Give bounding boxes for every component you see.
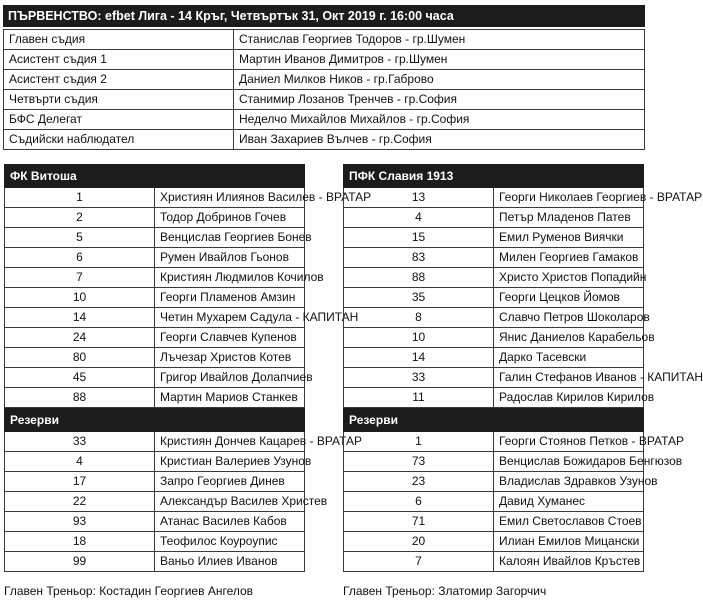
player-name: Дарко Тасевски: [494, 348, 644, 368]
player-row: [344, 248, 644, 268]
official-row: [4, 30, 645, 50]
player-name: Галин Стефанов Иванов - КАПИТАН: [494, 368, 644, 388]
player-row: [5, 348, 305, 368]
player-row: [5, 228, 305, 248]
player-row: [5, 472, 305, 492]
player-number: 14: [5, 308, 155, 328]
official-role: БФС Делегат: [4, 110, 234, 130]
away-coach: Главен Треньор: Златомир Загорчич: [343, 584, 547, 598]
home-lineup-table: [4, 164, 372, 408]
official-row: [4, 130, 645, 150]
official-row: [4, 70, 645, 90]
player-number: 4: [344, 208, 494, 228]
player-number: 18: [5, 532, 155, 552]
player-name: Славчо Петров Шоколаров: [494, 308, 644, 328]
player-number: 7: [5, 268, 155, 288]
player-number: 2: [5, 208, 155, 228]
player-number: 22: [5, 492, 155, 512]
player-number: 71: [344, 512, 494, 532]
player-row: [344, 388, 644, 408]
player-name: Александър Василев Христев: [155, 492, 305, 512]
player-name: Мартин Мариов Станкев: [155, 388, 305, 408]
official-name: Иван Захариев Вълчев - гр.София: [234, 130, 645, 150]
player-name: Янис Даниелов Карабельов: [494, 328, 644, 348]
player-number: 8: [344, 308, 494, 328]
player-name: Венцислав Божидаров Бенгюзов: [494, 452, 644, 472]
player-name: Давид Хуманес: [494, 492, 644, 512]
player-row: [5, 452, 305, 472]
player-row: [344, 208, 644, 228]
player-name: Георги Стоянов Петков - ВРАТАР: [494, 432, 644, 452]
player-number: 33: [5, 432, 155, 452]
player-row: [344, 552, 644, 572]
away-lineup-table: [343, 164, 703, 408]
player-number: 13: [344, 188, 494, 208]
player-name: Тодор Добринов Гочев: [155, 208, 305, 228]
player-number: 33: [344, 368, 494, 388]
player-row: [344, 452, 644, 472]
player-number: 5: [5, 228, 155, 248]
player-name: Радослав Кирилов Кирилов: [494, 388, 644, 408]
player-row: [5, 288, 305, 308]
player-number: 14: [344, 348, 494, 368]
player-name: Румен Ивайлов Гьонов: [155, 248, 305, 268]
player-name: Атанас Василев Кабов: [155, 512, 305, 532]
player-number: 1: [5, 188, 155, 208]
player-number: 4: [5, 452, 155, 472]
player-row: [5, 268, 305, 288]
player-number: 99: [5, 552, 155, 572]
player-name: Христо Христов Попадийн: [494, 268, 644, 288]
official-name: Даниел Милков Ников - гр.Габрово: [234, 70, 645, 90]
match-header: ПЪРВЕНСТВО: efbet Лига - 14 Кръг, Четвъртък 31, Окт 2019 г. 16:00 часа: [3, 5, 645, 27]
player-name: Християн Илиянов Василев - ВРАТАР: [155, 188, 305, 208]
player-row: [5, 308, 305, 328]
player-name: Георги Цецков Йомов: [494, 288, 644, 308]
player-name: Григор Ивайлов Долапчиев: [155, 368, 305, 388]
player-row: [5, 512, 305, 532]
player-name: Венцислав Георгиев Бонев: [155, 228, 305, 248]
player-row: [5, 368, 305, 388]
player-name: Кристиан Валериев Узунов: [155, 452, 305, 472]
player-name: Кристиян Дончев Кацарев - ВРАТАР: [155, 432, 305, 452]
player-name: Георги Пламенов Амзин: [155, 288, 305, 308]
player-number: 80: [5, 348, 155, 368]
player-row: [5, 532, 305, 552]
player-row: [5, 492, 305, 512]
player-name: Кристиян Людмилов Кочилов: [155, 268, 305, 288]
player-row: [344, 308, 644, 328]
player-name: Милен Георгиев Гамаков: [494, 248, 644, 268]
player-row: [344, 512, 644, 532]
official-name: Мартин Иванов Димитров - гр.Шумен: [234, 50, 645, 70]
player-number: 11: [344, 388, 494, 408]
player-row: [344, 368, 644, 388]
player-number: 88: [344, 268, 494, 288]
player-row: [5, 388, 305, 408]
player-number: 88: [5, 388, 155, 408]
player-row: [344, 472, 644, 492]
home-subs-table: [4, 408, 363, 572]
player-row: [5, 432, 305, 452]
official-role: Главен съдия: [4, 30, 234, 50]
player-number: 20: [344, 532, 494, 552]
player-number: 23: [344, 472, 494, 492]
official-row: [4, 110, 645, 130]
player-row: [5, 248, 305, 268]
official-row: [4, 50, 645, 70]
player-number: 73: [344, 452, 494, 472]
official-role: Асистент съдия 1: [4, 50, 234, 70]
player-name: Георги Николаев Георгиев - ВРАТАР: [494, 188, 644, 208]
player-row: [344, 348, 644, 368]
official-role: Четвърти съдия: [4, 90, 234, 110]
player-number: 7: [344, 552, 494, 572]
player-row: [344, 268, 644, 288]
official-row: [4, 90, 645, 110]
official-name: Неделчо Михайлов Михайлов - гр.София: [234, 110, 645, 130]
official-role: Асистент съдия 2: [4, 70, 234, 90]
official-role: Съдийски наблюдател: [4, 130, 234, 150]
player-number: 1: [344, 432, 494, 452]
player-number: 24: [5, 328, 155, 348]
player-number: 6: [344, 492, 494, 512]
player-name: Теофилос Коуроупис: [155, 532, 305, 552]
player-row: [344, 432, 644, 452]
official-name: Станимир Лозанов Тренчев - гр.София: [234, 90, 645, 110]
player-row: [5, 328, 305, 348]
officials-table: [3, 29, 645, 150]
away-subs-heading: Резерви: [344, 409, 644, 432]
player-row: [344, 288, 644, 308]
player-name: Владислав Здравков Узунов: [494, 472, 644, 492]
player-name: Емил Руменов Виячки: [494, 228, 644, 248]
player-number: 6: [5, 248, 155, 268]
player-row: [344, 532, 644, 552]
player-name: Петър Младенов Патев: [494, 208, 644, 228]
player-number: 10: [5, 288, 155, 308]
player-row: [5, 208, 305, 228]
home-coach: Главен Треньор: Костадин Георгиев Ангелов: [4, 584, 254, 598]
player-row: [344, 328, 644, 348]
player-row: [344, 228, 644, 248]
player-row: [5, 552, 305, 572]
player-name: Илиан Емилов Мицански: [494, 532, 644, 552]
player-number: 93: [5, 512, 155, 532]
home-subs-heading: Резерви: [5, 409, 305, 432]
player-name: Запро Георгиев Динев: [155, 472, 305, 492]
player-name: Калоян Ивайлов Кръстев: [494, 552, 644, 572]
player-number: 15: [344, 228, 494, 248]
player-name: Ваньо Илиев Иванов: [155, 552, 305, 572]
player-number: 35: [344, 288, 494, 308]
player-row: [344, 492, 644, 512]
player-number: 17: [5, 472, 155, 492]
player-row: [344, 188, 644, 208]
player-name: Емил Светославов Стоев: [494, 512, 644, 532]
away-subs-table: [343, 408, 685, 572]
player-number: 45: [5, 368, 155, 388]
player-name: Лъчезар Христов Котев: [155, 348, 305, 368]
away-team-name: ПФК Славия 1913: [344, 165, 644, 188]
official-name: Станислав Георгиев Тодоров - гр.Шумен: [234, 30, 645, 50]
home-team-name: ФК Витоша: [5, 165, 305, 188]
player-name: Георги Славчев Купенов: [155, 328, 305, 348]
player-name: Четин Мухарем Садула - КАПИТАН: [155, 308, 305, 328]
player-number: 83: [344, 248, 494, 268]
player-number: 10: [344, 328, 494, 348]
player-row: [5, 188, 305, 208]
